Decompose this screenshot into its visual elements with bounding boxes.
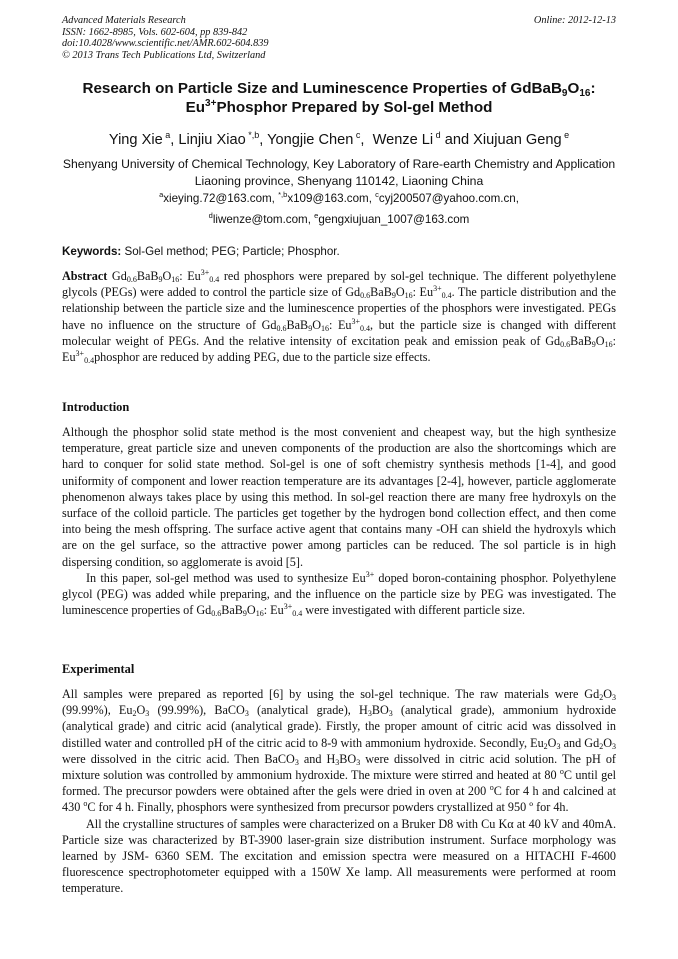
author-mark: *,b [248,130,260,140]
title-sup-1: 3+ [205,98,217,109]
title-text-5: Phosphor Prepared by Sol-gel Method [216,99,493,116]
author-name: Wenze Li [372,132,434,148]
section-heading-experimental: Experimental [62,662,135,676]
keywords-label: Keywords: [62,245,122,258]
title-text-1: Research on Particle Size and Luminescence Properties of GdBaB [82,80,562,97]
title-text-4: Eu [185,99,206,116]
author-mark: e [564,130,570,140]
author-mark: c [355,130,361,140]
journal-doi[interactable]: doi:10.4028/www.scientific.net/AMR.602-604.839 [62,38,269,50]
title-sub-2: 16 [579,88,591,99]
author-mark: a [165,130,171,140]
experimental-body [62,686,616,897]
paragraph: All samples were prepared as reported [6] by using the sol-gel technique. The raw materials were $Gd_2O_3$ (99.99%), $Eu_2O_3$ (99.99%), BaCO$_3$ (analytical grade), $H_3BO_3$ (analytical grade), ammonium hydroxide (analytical grade) and citric acid (analytical grade). Firstly, the proper amount of citric acid was dissolved in distilled water and controlled pH of the citric acid to 8-9 with ammonium hydroxide. Secondly, $Eu_2O_3$ and $Gd_2O_3$ were dissolved in the citric acid. Then BaCO$_3$ and $H_3BO_3$ were dissolved in citric acid solution. The pH of mixture solution was controlled by ammonium hydroxide. The mixture were stirred and heated at 80 $^o$C until gel formed. The precursor powders were obtained after the gels were dried in oven at 200 $^o$C for 4 h and calcined at 430 $^o$C for 4 h. Finally, phosphors were synthesized from precursor powders crystallized at 950 º for 4h. [62,687,617,815]
email-link[interactable]: xieying.72@163.com, [163,192,279,205]
email-line-1: $^a$xieying.72@163.com, $^{*,b}$x109@163.com, $^c$cyj200507@yahoo.com.cn, [159,190,519,205]
author-name: Ying Xie [108,132,163,148]
email-line-2: $^d$liwenze@tom.com, $^e$gengxiujuan_1007@163.com [208,211,470,226]
online-date: Online: 2012-12-13 [533,15,616,26]
abstract-body: $Gd_{0.6}BaB_9O_{16}$: $Eu^{3+}_{0.4}$ red phosphors were prepared by sol-gel technique. The different polyethylene glycols (PEGs) were added to control the particle size of $Gd_{0.6}BaB_9O_{16}$: $Eu^{3+}_{0.4}$. The particle distribution and the relationship between the particle size and the luminescence properties of the phosphors were investigated. PEGs have no influence on the structure of $Gd_{0.6}BaB_9O_{16}$: $Eu^{3+}_{0.4}$, but the particle size is changed with different molecular weight of PEGs. And the relative intensity of excitation peak and emission peak of $Gd_{0.6}BaB_9O_{16}$: $Eu^{3+}_{0.4}phosphor$ are reduced by adding PEG, due to the particle size effects. [62,268,617,366]
section-heading-introduction: Introduction [62,400,130,414]
author-mark: d [435,130,441,140]
introduction-body [62,424,616,618]
email-link[interactable]: x109@163.com, [287,192,376,205]
title-text-3: : [590,80,596,97]
author-name: Xiujuan Geng [473,132,562,148]
email-link[interactable]: cyj200507@yahoo.com.cn, [378,192,519,205]
email-link[interactable]: liwenze@tom.com, [212,213,315,226]
title-sub-1: 9 [561,88,568,99]
abstract-label: Abstract [62,269,108,283]
author-list: Ying Xie $^a$, Linjiu Xiao $^{*,b}$, Yongjie Chen $^c$, Wenze Li $^d$ and Xiujuan Geng $^e$ [108,130,570,148]
keywords [62,245,616,259]
affiliation: Shenyang University of Chemical Technology, Key Laboratory of Rare-earth Chemistry and Application Liaoning province, Shenyang 110142, Liaoning China [62,157,616,188]
journal-issn: ISSN: 1662-8985, Vols. 602-604, pp 839-842 [62,26,248,38]
journal-name: Advanced Materials Research [62,15,186,26]
paper-title [62,79,616,117]
journal-copyright: © 2013 Trans Tech Publications Ltd, Switzerland [62,49,266,61]
paragraph: Although the phosphor solid state method is the most convenient and cheapest way, but the high synthesize temperature, great particle size and uneven components of the production are also the shortcomings which are hard to conquer for solid state method. Sol-gel is one of soft chemistry synthesis methods [1-4], and good uniformity of component and lower reaction temperature are its advantages [2-4], however, particle agglomerate phenomenon always takes place by using this method. In sol-gel reaction there are many free hydroxyls on the surface of the colloid particle. The particles get together by the hydrogen bond collection effect, and then come into being the mesh offspring. The surface active agent that contains many -OH can shield the hydroxyls which are on the gel surface, so the attractive power among particles can be reduced. The sol particle is in high dispersing condition, so agglomerate is avoid [5]. [62,425,616,569]
author-name: Yongjie Chen [267,132,354,148]
keywords-text: Sol-Gel method; PEG; Particle; Phosphor. [121,245,340,258]
journal-header [62,15,616,61]
title-text-2: O [567,80,580,97]
paragraph: All the crystalline structures of samples were characterized on a Bruker D8 with Cu Kα at 40 kV and 40mA. Particle size was characterized by BT-3900 laser-grain size distribution instrument. Surface morphology was learned by JSM- 6360 SEM. The excitation and emission spectra were measured on a HITACHI F-4600 fluorescence spectrophotometer equipped with a 150W Xe lamp. All measurements were performed at room temperature. [62,816,616,896]
author-name: Linjiu Xiao [178,132,246,148]
email-link[interactable]: gengxiujuan_1007@163.com [318,213,470,226]
abstract [62,268,616,365]
paragraph: In this paper, sol-gel method was used to synthesize $Eu^{3+}$ doped boron-containing phosphor. Polyethylene glycol (PEG) was added while preparing, and the influence on the particle size by PEG was investigated. The luminescence properties of $Gd_{0.6}BaB_9O_{16}$: $Eu^{3+}_{0.4}$ were investigated with different particle size. [62,569,617,619]
